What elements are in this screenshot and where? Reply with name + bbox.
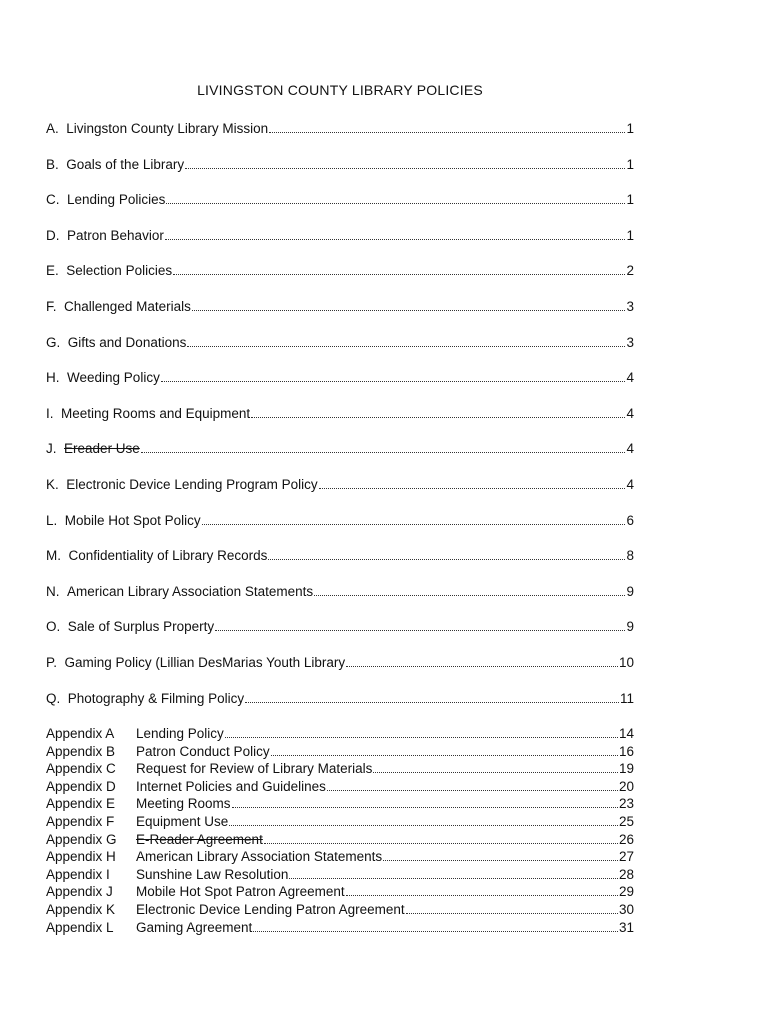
dot-leader [173, 260, 625, 275]
appendix-title: American Library Association Statements [136, 849, 383, 865]
toc-entry-label [46, 511, 201, 531]
toc-entry[interactable] [46, 474, 634, 510]
toc-entry-letter: J. [46, 441, 57, 457]
toc-entry[interactable] [46, 225, 634, 261]
toc-entry-label [46, 439, 140, 459]
appendix-code: Appendix G [46, 831, 117, 847]
toc-entry-text: Goals of the Library [66, 156, 185, 172]
toc-entry-page: 3 [626, 334, 634, 350]
appendix-page: 30 [618, 901, 634, 917]
appendix-entry[interactable] [46, 813, 634, 831]
toc-entry[interactable] [46, 403, 634, 439]
appendix-title: Equipment Use [136, 813, 229, 829]
toc-entry-text: Photography & Filming Policy [67, 690, 245, 706]
toc-entry-label [46, 190, 165, 210]
appendix-entry[interactable] [46, 866, 634, 884]
toc-entry-page: 4 [626, 476, 634, 492]
appendix-title: Mobile Hot Spot Patron Agreement [136, 884, 345, 900]
toc-entry-text: Gaming Policy (Lillian DesMarias Youth Library [64, 654, 346, 670]
dot-leader [289, 866, 618, 879]
toc-entry[interactable] [46, 367, 634, 403]
toc-entry-page: 4 [626, 370, 634, 386]
dot-leader [319, 474, 626, 489]
dot-leader [251, 403, 625, 418]
appendix-page: 29 [618, 884, 634, 900]
toc-entry-text: Selection Policies [66, 263, 173, 279]
toc-entry[interactable] [46, 652, 634, 688]
appendix-entry[interactable] [46, 919, 634, 937]
dot-leader [161, 367, 626, 382]
dot-leader [253, 919, 618, 932]
toc-entry-letter: B. [46, 156, 59, 172]
dot-leader [215, 616, 625, 631]
toc-entry[interactable] [46, 260, 634, 296]
dot-leader [406, 901, 618, 914]
appendix-entry[interactable] [46, 848, 634, 866]
toc-entry[interactable] [46, 510, 634, 546]
toc-entry-page: 9 [626, 583, 634, 599]
dot-leader [225, 725, 618, 738]
toc-entry-page: 11 [619, 690, 634, 706]
toc-entry-page: 1 [626, 192, 634, 208]
dot-leader [245, 688, 619, 703]
dot-leader [327, 778, 618, 791]
dot-leader [232, 795, 618, 808]
toc-entry-text: Mobile Hot Spot Policy [64, 512, 201, 528]
appendix-title: Patron Conduct Policy [136, 743, 270, 759]
page-title: LIVINGSTON COUNTY LIBRARY POLICIES [197, 82, 483, 98]
toc-entry-label [46, 297, 191, 317]
appendix-page: 27 [618, 849, 634, 865]
toc-entry[interactable] [46, 296, 634, 332]
toc-entry-text: Ereader Use [64, 441, 140, 457]
toc-entry-label [46, 582, 313, 602]
appendix-title: Gaming Agreement [136, 919, 253, 935]
appendix-code: Appendix H [46, 849, 116, 865]
dot-leader [346, 652, 618, 667]
dot-leader [202, 510, 626, 525]
toc-entry[interactable] [46, 154, 634, 190]
appendix-code: Appendix D [46, 778, 116, 794]
appendix-page: 23 [618, 796, 634, 812]
appendix-page: 28 [618, 866, 634, 882]
toc-entry[interactable] [46, 688, 634, 724]
toc-entry-label [46, 333, 186, 353]
dot-leader [269, 118, 625, 133]
toc-entry-page: 10 [618, 654, 634, 670]
toc-entry-letter: M. [46, 548, 61, 564]
dot-leader [264, 831, 618, 844]
toc-entry-page: 1 [626, 227, 634, 243]
appendix-code: Appendix K [46, 901, 116, 917]
appendix-entry[interactable] [46, 901, 634, 919]
toc-entry-text: Gifts and Donations [67, 334, 187, 350]
appendix-entry[interactable] [46, 743, 634, 761]
appendix-title: Meeting Rooms [136, 796, 231, 812]
appendix-code: Appendix F [46, 813, 115, 829]
appendix-title: E-Reader Agreement [136, 831, 263, 847]
toc-entry-page: 6 [626, 512, 634, 528]
appendix-entry[interactable] [46, 795, 634, 813]
toc-entry-letter: G. [46, 334, 61, 350]
appendix-page: 19 [618, 761, 634, 777]
toc-entry-page: 1 [626, 121, 634, 136]
toc-entry-letter: D. [46, 227, 60, 243]
table-of-contents [46, 118, 634, 723]
toc-entry-label [46, 261, 172, 281]
appendix-entry[interactable] [46, 883, 634, 901]
appendix-entry[interactable] [46, 831, 634, 849]
toc-entry-letter: A. [46, 121, 59, 136]
dot-leader [141, 438, 626, 453]
appendix-entry[interactable] [46, 778, 634, 796]
toc-entry-text: Sale of Surplus Property [67, 619, 215, 635]
toc-entry[interactable] [46, 581, 634, 617]
dot-leader [383, 848, 618, 861]
appendix-page: 20 [618, 778, 634, 794]
appendix-entry[interactable] [46, 725, 634, 743]
appendix-page: 16 [618, 743, 634, 759]
dot-leader [165, 225, 626, 240]
appendix-code: Appendix E [46, 796, 116, 812]
toc-entry-label [46, 368, 160, 388]
toc-entry-page: 4 [626, 441, 634, 457]
toc-entry-label [46, 404, 250, 424]
toc-entry-text: Lending Policies [67, 192, 166, 208]
appendix-page: 26 [618, 831, 634, 847]
appendix-title: Request for Review of Library Materials [136, 761, 373, 777]
toc-entry[interactable] [46, 545, 634, 581]
toc-entry-page: 4 [626, 405, 634, 421]
toc-entry-letter: N. [46, 583, 60, 599]
toc-entry-label [46, 475, 318, 495]
appendix-title: Lending Policy [136, 726, 224, 741]
toc-entry-text: Livingston County Library Mission [66, 121, 269, 136]
appendix-code: Appendix B [46, 743, 116, 759]
toc-entry-letter: K. [46, 476, 59, 492]
toc-entry-text: Weeding Policy [67, 370, 160, 386]
appendix-page: 31 [618, 919, 634, 935]
appendix-code: Appendix I [46, 866, 110, 882]
toc-entry-label [46, 653, 345, 673]
appendix-entry[interactable] [46, 760, 634, 778]
dot-leader [185, 154, 625, 169]
toc-entry-text: Meeting Rooms and Equipment [61, 405, 251, 421]
toc-entry-letter: I. [46, 405, 54, 421]
toc-entry-text: Electronic Device Lending Program Policy [66, 476, 318, 492]
toc-entry-page: 9 [626, 619, 634, 635]
toc-entry[interactable] [46, 189, 634, 225]
toc-entry-label [46, 546, 267, 566]
toc-entry-label [46, 689, 244, 709]
toc-entry-page: 8 [626, 548, 634, 564]
toc-entry[interactable] [46, 438, 634, 474]
appendix-list [46, 725, 634, 936]
appendix-page: 14 [618, 726, 634, 741]
toc-entry-letter: L. [46, 512, 58, 528]
toc-entry-letter: C. [46, 192, 60, 208]
dot-leader [187, 332, 625, 347]
toc-entry-text: Challenged Materials [64, 298, 191, 314]
appendix-code: Appendix J [46, 884, 113, 900]
toc-entry[interactable] [46, 118, 634, 154]
toc-entry-label [46, 155, 184, 175]
toc-entry-letter: O. [46, 619, 61, 635]
toc-entry-page: 2 [626, 263, 634, 279]
toc-entry-page: 3 [626, 298, 634, 314]
toc-entry-letter: F. [46, 298, 57, 314]
dot-leader [268, 545, 625, 560]
toc-entry-letter: P. [46, 654, 58, 670]
toc-entry-text: Confidentiality of Library Records [68, 548, 268, 564]
toc-entry-text: Patron Behavior [67, 227, 164, 243]
toc-entry-letter: E. [46, 263, 59, 279]
toc-entry-text: American Library Association Statements [67, 583, 314, 599]
toc-entry-letter: H. [46, 370, 60, 386]
dot-leader [314, 581, 625, 596]
dot-leader [166, 189, 625, 204]
appendix-title: Internet Policies and Guidelines [136, 778, 326, 794]
appendix-title: Sunshine Law Resolution [136, 866, 289, 882]
appendix-code: Appendix L [46, 919, 114, 935]
toc-entry-letter: Q. [46, 690, 61, 706]
appendix-page: 25 [618, 813, 634, 829]
toc-entry-label [46, 119, 268, 139]
appendix-code: Appendix C [46, 761, 116, 777]
dot-leader [271, 743, 618, 756]
toc-entry-page: 1 [626, 156, 634, 172]
dot-leader [346, 883, 618, 896]
appendix-title: Electronic Device Lending Patron Agreement [136, 901, 405, 917]
toc-entry-label [46, 617, 214, 637]
dot-leader [373, 760, 618, 773]
toc-entry[interactable] [46, 616, 634, 652]
dot-leader [229, 813, 618, 826]
toc-entry-label [46, 226, 164, 246]
appendix-code: Appendix A [46, 726, 115, 741]
dot-leader [192, 296, 626, 311]
toc-entry[interactable] [46, 332, 634, 368]
